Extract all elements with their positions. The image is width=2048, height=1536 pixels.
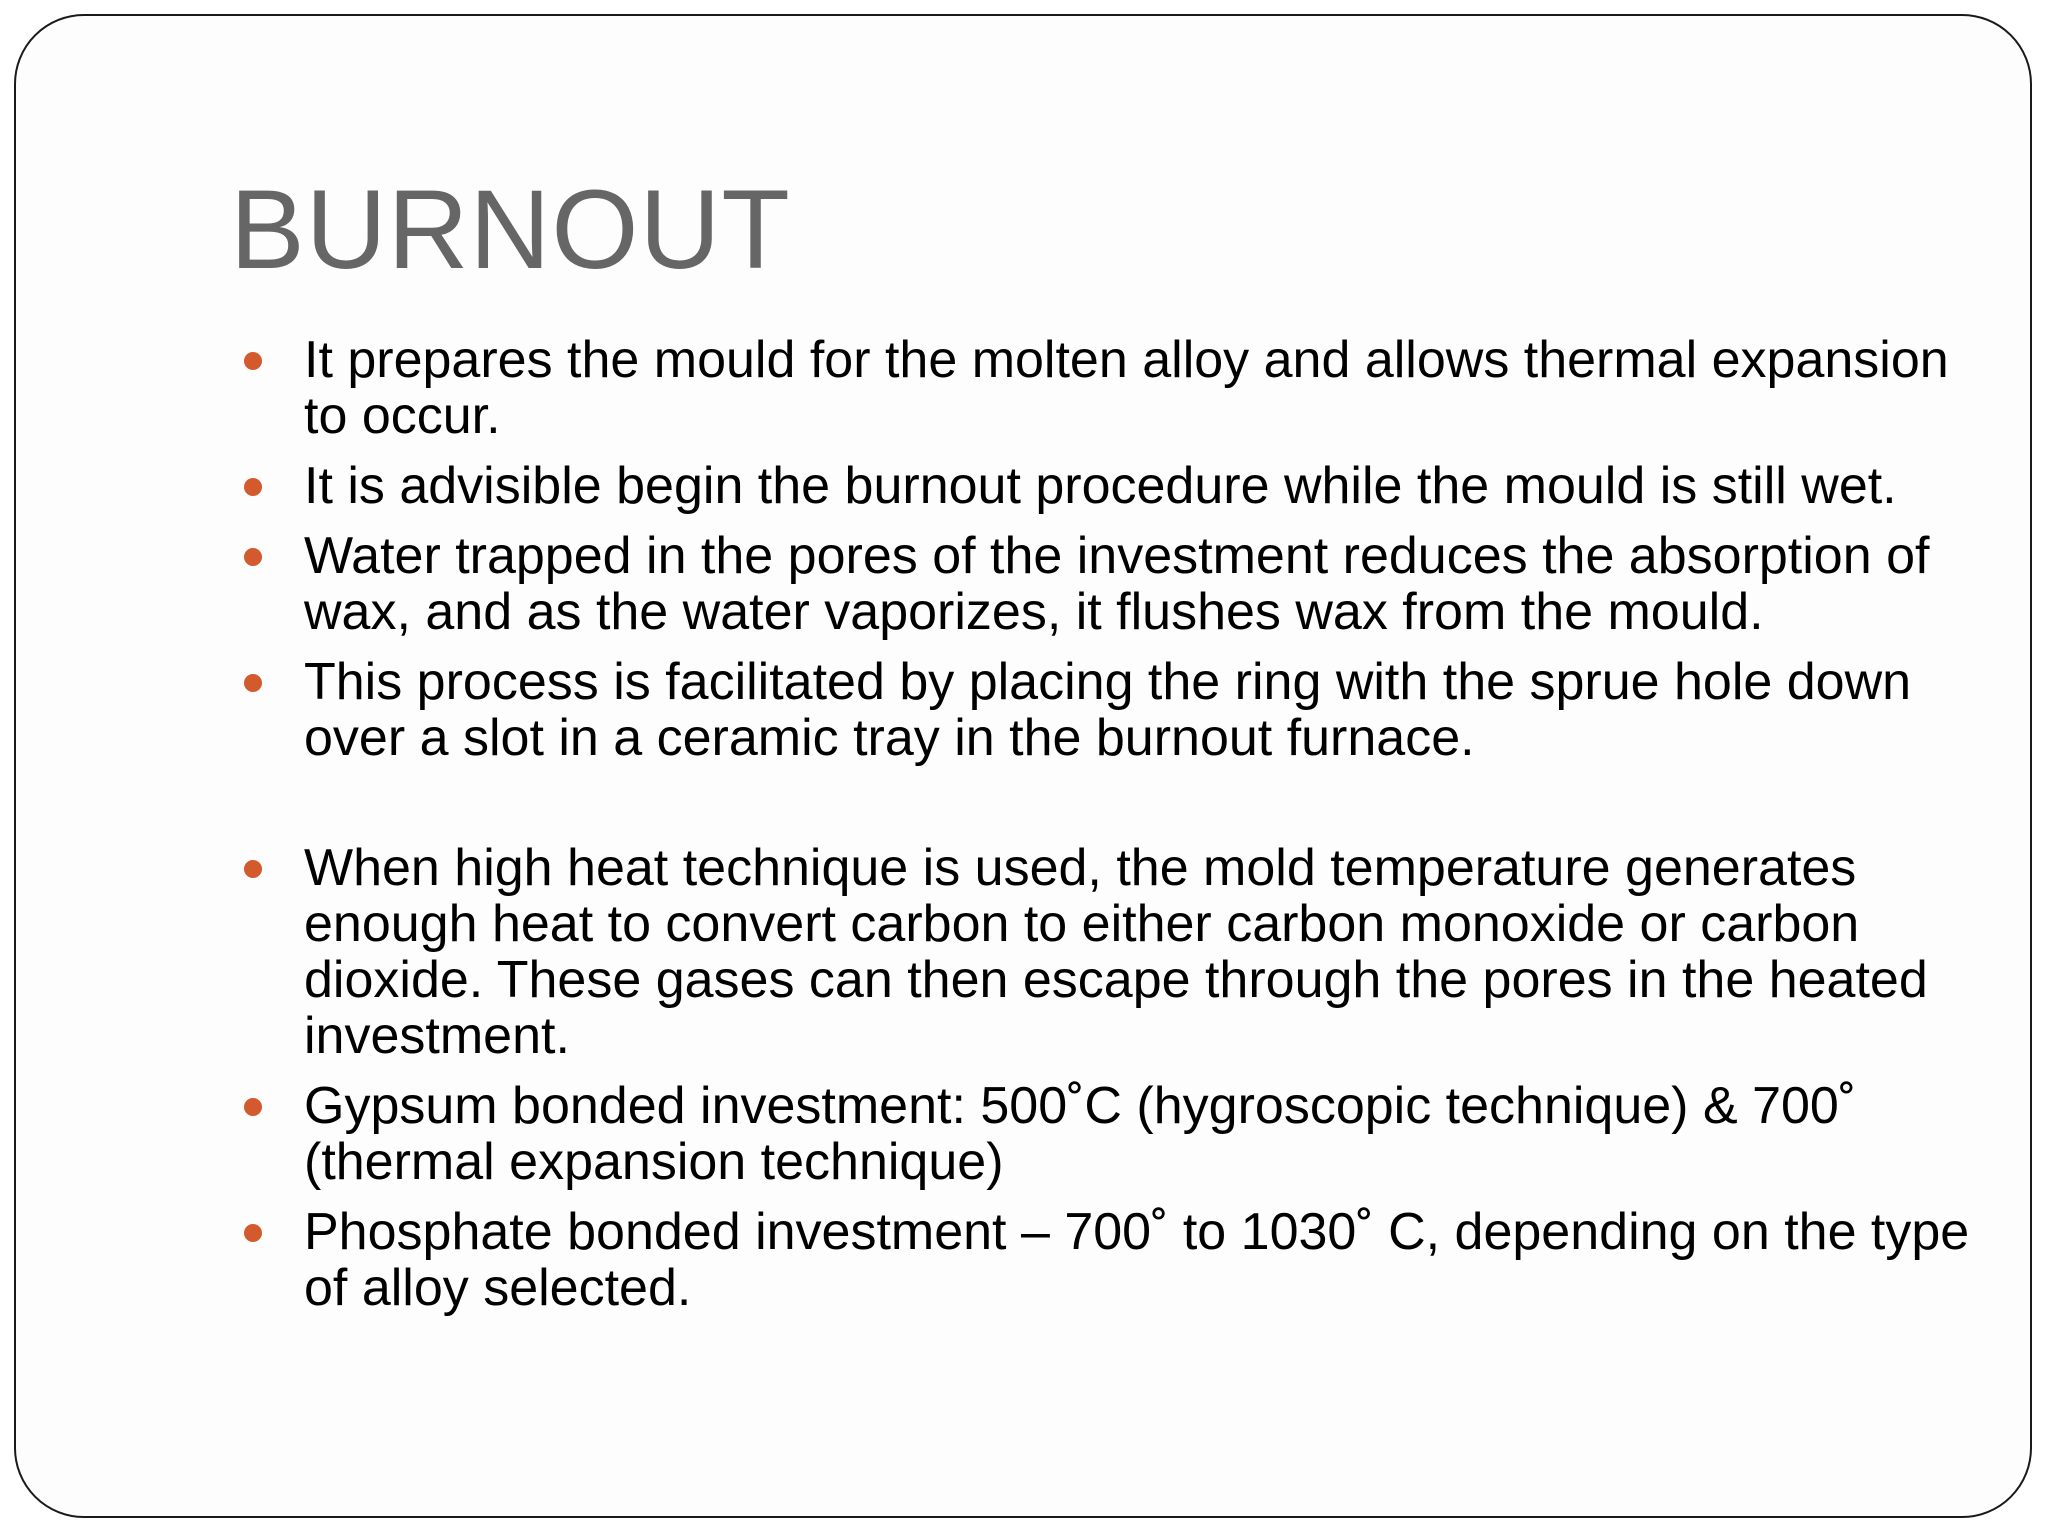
bullet-item [230, 332, 1970, 444]
bullet-dot-icon [244, 478, 262, 496]
bullet-item [230, 840, 1970, 1064]
bullet-dot-icon [244, 352, 262, 370]
slide [14, 14, 2032, 1518]
bullet-dot-icon [244, 674, 262, 692]
bullet-item [230, 1204, 1970, 1316]
bullet-item [230, 458, 1970, 514]
bullet-dot-icon [244, 1098, 262, 1116]
slide-title: BURNOUT [230, 167, 791, 292]
bullet-text: When high heat technique is used, the mold temperature generates enough heat to convert carbon to either carbon monoxide or carbon dioxide. These gases can then escape through the pores in the heated investment. [304, 839, 1928, 1065]
bullet-dot-icon [244, 548, 262, 566]
bullet-text: Gypsum bonded investment: 500˚C (hygroscopic technique) & 700˚ (thermal expansion technique) [304, 1077, 1857, 1191]
bullet-list [230, 332, 1970, 1330]
bullet-text: It prepares the mould for the molten alloy and allows thermal expansion to occur. [304, 331, 1949, 445]
bullet-dot-icon [244, 860, 262, 878]
bullet-text: It is advisible begin the burnout procedure while the mould is still wet. [304, 457, 1897, 515]
bullet-item [230, 528, 1970, 640]
bullet-dot-icon [244, 1224, 262, 1242]
bullet-text: Water trapped in the pores of the investment reduces the absorption of wax, and as the water vaporizes, it flushes wax from the mould. [304, 527, 1930, 641]
bullet-text: Phosphate bonded investment – 700˚ to 1030˚ C, depending on the type of alloy selected. [304, 1203, 1970, 1317]
bullet-text: This process is facilitated by placing the ring with the sprue hole down over a slot in a ceramic tray in the burnout furnace. [304, 653, 1912, 767]
bullet-item [230, 654, 1970, 766]
bullet-item [230, 1078, 1970, 1190]
